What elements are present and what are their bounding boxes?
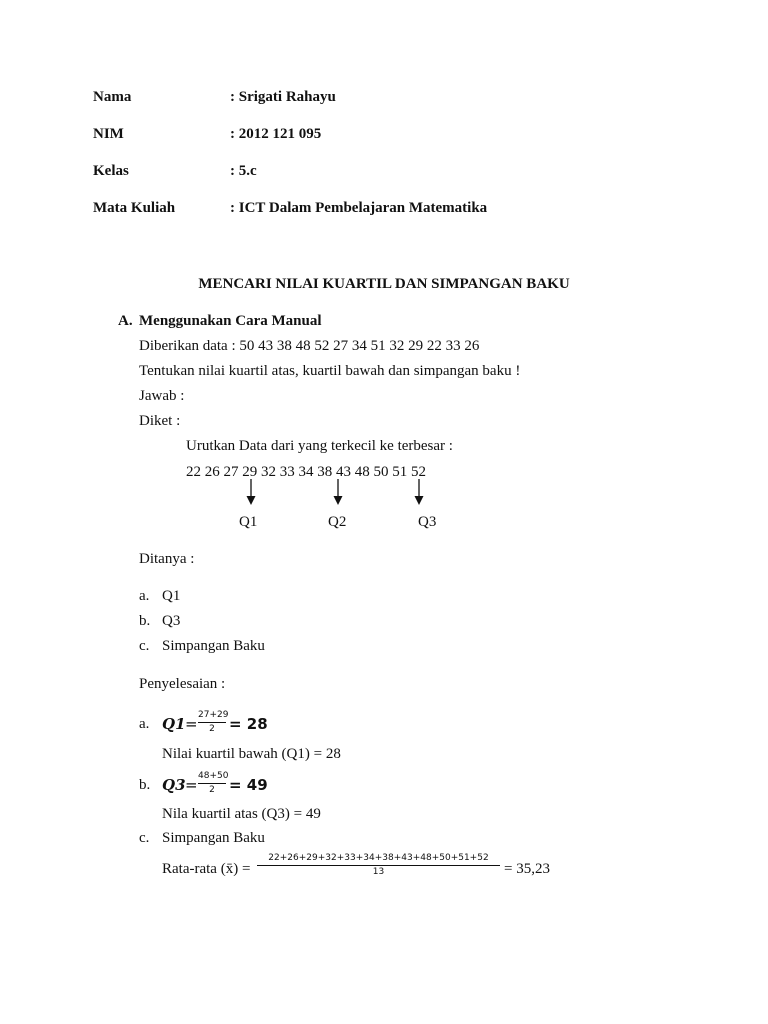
q1-arrow-icon	[245, 479, 257, 505]
q3-label: Q3	[418, 514, 437, 530]
sol-a-fraction	[198, 710, 229, 735]
sol-c-marker: c.	[139, 830, 150, 846]
sorted-data: 22 26 27 29 32 33 34 38 43 48 50 51 52	[186, 464, 426, 480]
fraction-bar	[198, 783, 226, 784]
sol-b-numerator: 48+50	[198, 771, 229, 781]
sol-c-heading: Simpangan Baku	[162, 830, 265, 846]
sort-instruction: Urutkan Data dari yang terkecil ke terbesar :	[186, 438, 453, 454]
sol-a-numerator: 27+29	[198, 710, 229, 720]
sol-a-marker: a.	[139, 716, 150, 732]
jawab-label: Jawab :	[139, 388, 185, 404]
q3-arrow-icon	[413, 479, 425, 505]
sol-b-lhs: Q3	[162, 776, 186, 794]
asked-marker-c: c.	[139, 638, 150, 654]
kelas-value: : 5.c	[230, 163, 257, 179]
diket-label: Diket :	[139, 413, 181, 429]
task-text: Tentukan nilai kuartil atas, kuartil bawah dan simpangan baku !	[139, 363, 521, 379]
asked-item-q1: Q1	[162, 588, 181, 604]
q2-arrow-icon	[332, 479, 344, 505]
ditanya-label: Ditanya :	[139, 551, 195, 567]
nim-value: : 2012 121 095	[230, 126, 322, 142]
page-title: MENCARI NILAI KUARTIL DAN SIMPANGAN BAKU	[198, 276, 570, 292]
fraction-bar	[257, 865, 500, 866]
nama-value: : Srigati Rahayu	[230, 89, 336, 105]
sol-a-denominator: 2	[209, 724, 215, 734]
asked-item-simpangan: Simpangan Baku	[162, 638, 265, 654]
section-a-heading: Menggunakan Cara Manual	[139, 313, 322, 329]
mean-fraction	[257, 853, 500, 878]
sol-a-equals: =	[185, 715, 198, 733]
mata-kuliah-value: : ICT Dalam Pembelajaran Matematika	[230, 200, 488, 216]
q1-label: Q1	[239, 514, 258, 530]
nim-label: NIM	[93, 126, 124, 142]
sol-a-result-text: Nilai kuartil bawah (Q1) = 28	[162, 746, 341, 762]
mata-kuliah-label: Mata Kuliah	[93, 200, 176, 216]
mean-numerator: 22+26+29+32+33+34+38+43+48+50+51+52	[268, 853, 489, 863]
fraction-bar	[198, 722, 226, 723]
section-a-marker: A.	[118, 313, 133, 329]
nama-label: Nama	[93, 89, 132, 105]
mean-result: = 35,23	[504, 861, 550, 877]
q2-label: Q2	[328, 514, 347, 530]
asked-marker-a: a.	[139, 588, 150, 604]
asked-marker-b: b.	[139, 613, 151, 629]
sol-b-fraction	[198, 771, 229, 796]
mean-label: Rata-rata (x̄) =	[162, 861, 251, 877]
asked-item-q3: Q3	[162, 613, 181, 629]
kelas-label: Kelas	[93, 163, 129, 179]
mean-denominator: 13	[372, 867, 385, 877]
sol-a-lhs: Q1	[162, 715, 186, 733]
sol-b-denominator: 2	[209, 785, 215, 795]
sol-b-equals: =	[185, 776, 198, 794]
sol-b-result-text: Nila kuartil atas (Q3) = 49	[162, 806, 321, 822]
sol-b-marker: b.	[139, 777, 151, 793]
sol-a-result-value: = 28	[229, 715, 268, 733]
sol-b-result-value: = 49	[229, 776, 268, 794]
penyelesaian-label: Penyelesaian :	[139, 676, 226, 692]
given-data: Diberikan data : 50 43 38 48 52 27 34 51 32 29 22 33 26	[139, 338, 480, 354]
